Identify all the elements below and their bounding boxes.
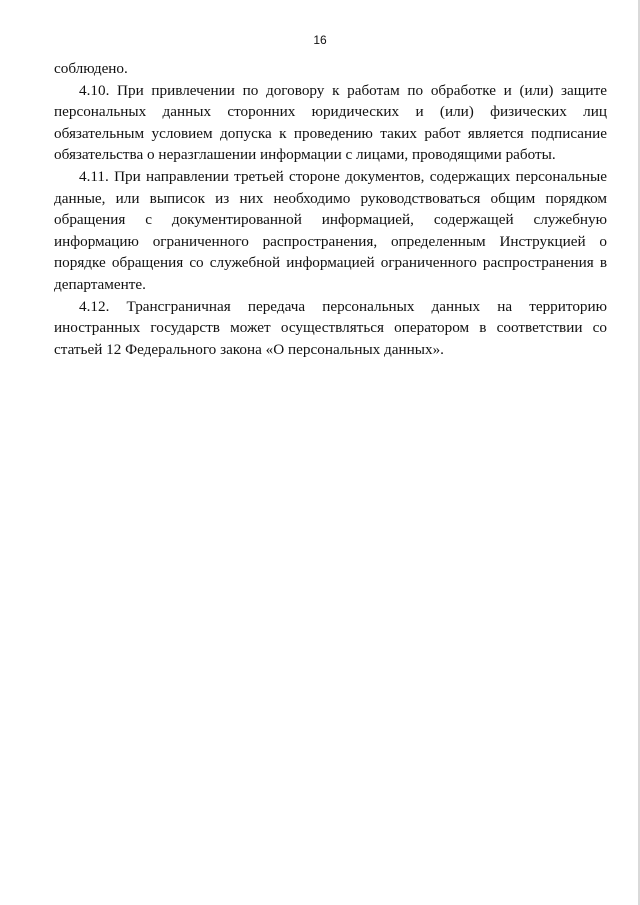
paragraph-continuation: соблюдено. xyxy=(54,60,128,77)
paragraph-4-10: 4.10. При привлечении по договору к работам по обработке и (или) защите персональных данных сторонних юридических и (или) физических лиц обязательным условием допуска к проведению таких работ является подписание обязательства о неразглашении информации с лицами, проводящими работы. xyxy=(54,81,607,164)
paragraph-4-12: 4.12. Трансграничная передача персональных данных на территорию иностранных государств может осуществляться оператором в соответствии со статьей 12 Федерального закона «О персональных данных». xyxy=(54,297,607,358)
page-number: 16 xyxy=(313,33,327,47)
document-body xyxy=(54,58,607,360)
paragraph-4-11: 4.11. При направлении третьей стороне документов, содержащих персональные данные, или выписок из них необходимо руководствоваться общим порядком обращения с документированной информацией, содержащей служебную информацию ограниченного распространения, определенным Инструкцией о порядке обращения со служебной информацией ограниченного распространения в департаменте. xyxy=(54,167,607,293)
